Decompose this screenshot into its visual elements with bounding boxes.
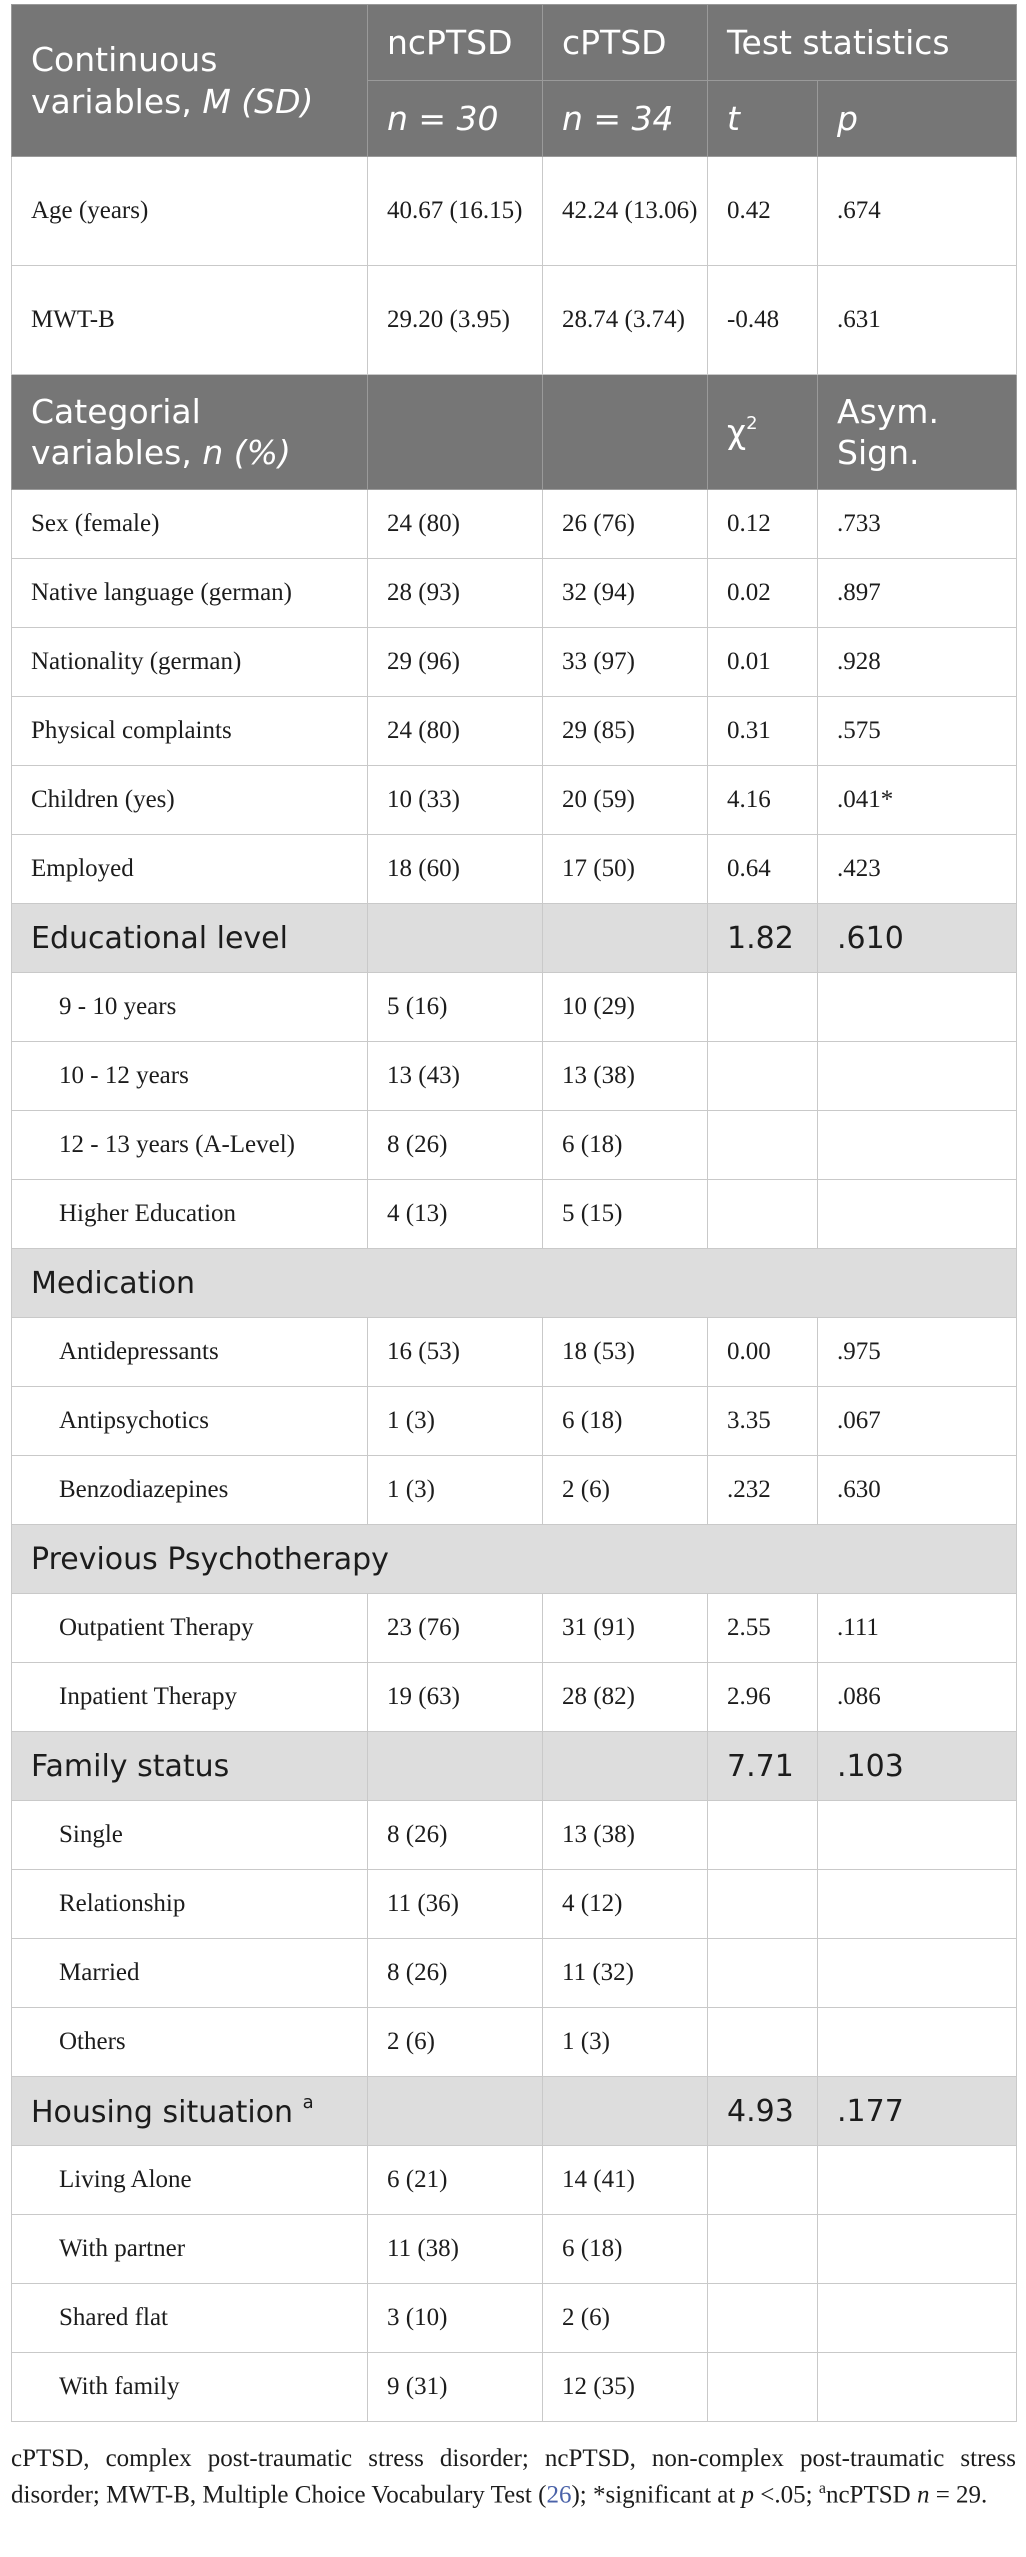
- p-value: .928: [818, 628, 1017, 697]
- stat-value: 2.55: [708, 1594, 818, 1663]
- table-row: [12, 1594, 1017, 1663]
- row-label: Sex (female): [12, 490, 368, 559]
- cptsd-value: 20 (59): [543, 766, 708, 835]
- stat-value: 0.31: [708, 697, 818, 766]
- header-chi-square: $\chi^2$: [708, 375, 818, 490]
- cptsd-value: 42.24 (13.06): [543, 157, 708, 266]
- p-value: [818, 973, 1017, 1042]
- section-educational-level: [12, 904, 1017, 973]
- p-value: [818, 2215, 1017, 2284]
- stat-value: [708, 1042, 818, 1111]
- cptsd-value: 28.74 (3.74): [543, 266, 708, 375]
- cptsd-value: 12 (35): [543, 2353, 708, 2422]
- table-row: [12, 1456, 1017, 1525]
- header-categorial: Categorial variables, n (%): [12, 375, 368, 490]
- ncptsd-value: 29 (96): [368, 628, 543, 697]
- table-row: [12, 1387, 1017, 1456]
- section-previous-psychotherapy: [12, 1525, 1017, 1594]
- ncptsd-value: 3 (10): [368, 2284, 543, 2353]
- section-educational-level-stat: 1.82: [708, 904, 818, 973]
- section-family-status-stat: 7.71: [708, 1732, 818, 1801]
- row-label: Outpatient Therapy: [12, 1594, 368, 1663]
- cptsd-value: 6 (18): [543, 1387, 708, 1456]
- row-label: Inpatient Therapy: [12, 1663, 368, 1732]
- section-previous-psychotherapy-title: Previous Psychotherapy: [12, 1525, 1017, 1594]
- table-row: [12, 766, 1017, 835]
- section-medication: [12, 1249, 1017, 1318]
- categorial-header-row: [12, 375, 1017, 490]
- row-label: With family: [12, 2353, 368, 2422]
- p-value: .067: [818, 1387, 1017, 1456]
- p-value: .423: [818, 835, 1017, 904]
- ncptsd-value: 6 (21): [368, 2146, 543, 2215]
- cptsd-value: 4 (12): [543, 1870, 708, 1939]
- ncptsd-value: 24 (80): [368, 697, 543, 766]
- stat-value: [708, 1870, 818, 1939]
- row-label: Physical complaints: [12, 697, 368, 766]
- empty-cell: [543, 2077, 708, 2146]
- stat-value: [708, 2146, 818, 2215]
- ncptsd-value: 8 (26): [368, 1111, 543, 1180]
- stat-value: 4.16: [708, 766, 818, 835]
- p-value: [818, 1180, 1017, 1249]
- table-row: [12, 559, 1017, 628]
- stat-value: [708, 2353, 818, 2422]
- empty-cell: [368, 2077, 543, 2146]
- stat-value: 0.00: [708, 1318, 818, 1387]
- stat-value: [708, 2215, 818, 2284]
- header-n-ncptsd: n = 30: [368, 81, 543, 157]
- table-row: [12, 1042, 1017, 1111]
- stat-value: 0.12: [708, 490, 818, 559]
- table-row: [12, 1663, 1017, 1732]
- cptsd-value: 1 (3): [543, 2008, 708, 2077]
- stat-value: 0.02: [708, 559, 818, 628]
- table-row: [12, 1318, 1017, 1387]
- p-value: [818, 2008, 1017, 2077]
- row-label: With partner: [12, 2215, 368, 2284]
- section-housing-situation: [12, 2077, 1017, 2146]
- ncptsd-value: 9 (31): [368, 2353, 543, 2422]
- table-row: [12, 973, 1017, 1042]
- ncptsd-value: 1 (3): [368, 1456, 543, 1525]
- stat-value: 2.96: [708, 1663, 818, 1732]
- cptsd-value: 29 (85): [543, 697, 708, 766]
- ncptsd-value: 23 (76): [368, 1594, 543, 1663]
- section-housing-situation-title: Housing situation $^a$: [12, 2077, 368, 2146]
- table-row: [12, 2353, 1017, 2422]
- row-label: 9 - 10 years: [12, 973, 368, 1042]
- stat-value: 0.01: [708, 628, 818, 697]
- table-row: [12, 490, 1017, 559]
- stat-value: [708, 1111, 818, 1180]
- row-label: MWT-B: [12, 266, 368, 375]
- empty-cell: [368, 904, 543, 973]
- table-row: [12, 2284, 1017, 2353]
- header-cptsd: cPTSD: [543, 5, 708, 81]
- row-label: Single: [12, 1801, 368, 1870]
- header-p: p: [818, 81, 1017, 157]
- cptsd-value: 6 (18): [543, 2215, 708, 2284]
- p-value: .897: [818, 559, 1017, 628]
- ncptsd-value: 19 (63): [368, 1663, 543, 1732]
- row-label: Antipsychotics: [12, 1387, 368, 1456]
- ncptsd-value: 40.67 (16.15): [368, 157, 543, 266]
- p-value: [818, 1801, 1017, 1870]
- header-ncptsd: ncPTSD: [368, 5, 543, 81]
- p-value: .111: [818, 1594, 1017, 1663]
- cptsd-value: 32 (94): [543, 559, 708, 628]
- ncptsd-value: 4 (13): [368, 1180, 543, 1249]
- ncptsd-value: 29.20 (3.95): [368, 266, 543, 375]
- cptsd-value: 14 (41): [543, 2146, 708, 2215]
- table-row: [12, 1180, 1017, 1249]
- p-value: [818, 2353, 1017, 2422]
- row-label: Higher Education: [12, 1180, 368, 1249]
- ncptsd-value: 16 (53): [368, 1318, 543, 1387]
- stat-value: -0.48: [708, 266, 818, 375]
- table-container: [11, 4, 1016, 2422]
- row-label: Shared flat: [12, 2284, 368, 2353]
- stat-value: 0.64: [708, 835, 818, 904]
- table-row: [12, 1939, 1017, 2008]
- table-row: [12, 697, 1017, 766]
- ncptsd-value: 8 (26): [368, 1801, 543, 1870]
- p-value: .975: [818, 1318, 1017, 1387]
- row-label: Benzodiazepines: [12, 1456, 368, 1525]
- table-row: [12, 628, 1017, 697]
- p-value: [818, 1870, 1017, 1939]
- row-label: Nationality (german): [12, 628, 368, 697]
- cptsd-value: 11 (32): [543, 1939, 708, 2008]
- section-educational-level-title: Educational level: [12, 904, 368, 973]
- cptsd-value: 13 (38): [543, 1801, 708, 1870]
- section-medication-title: Medication: [12, 1249, 1017, 1318]
- ncptsd-value: 11 (38): [368, 2215, 543, 2284]
- stat-value: .232: [708, 1456, 818, 1525]
- section-family-status-p: .103: [818, 1732, 1017, 1801]
- cptsd-value: 2 (6): [543, 2284, 708, 2353]
- demographics-table: [11, 4, 1017, 2422]
- section-family-status: [12, 1732, 1017, 1801]
- stat-value: 3.35: [708, 1387, 818, 1456]
- reference-link[interactable]: 26: [546, 2481, 572, 2509]
- table-row: [12, 2008, 1017, 2077]
- table-row: [12, 2215, 1017, 2284]
- row-label: Antidepressants: [12, 1318, 368, 1387]
- stat-value: [708, 2284, 818, 2353]
- p-value: [818, 2284, 1017, 2353]
- ncptsd-value: 1 (3): [368, 1387, 543, 1456]
- header-test-statistics: Test statistics: [708, 5, 1017, 81]
- table-row: [12, 1870, 1017, 1939]
- empty-cell: [543, 1732, 708, 1801]
- cptsd-value: 13 (38): [543, 1042, 708, 1111]
- ncptsd-value: 24 (80): [368, 490, 543, 559]
- row-label: 10 - 12 years: [12, 1042, 368, 1111]
- ncptsd-value: 28 (93): [368, 559, 543, 628]
- table-row: [12, 266, 1017, 375]
- p-value: [818, 2146, 1017, 2215]
- row-label: Living Alone: [12, 2146, 368, 2215]
- table-row: [12, 835, 1017, 904]
- table-row: [12, 1111, 1017, 1180]
- header-row: [12, 5, 1017, 81]
- row-label: Relationship: [12, 1870, 368, 1939]
- cptsd-value: 10 (29): [543, 973, 708, 1042]
- p-value: [818, 1042, 1017, 1111]
- cptsd-value: 2 (6): [543, 1456, 708, 1525]
- empty-cell: [368, 1732, 543, 1801]
- section-housing-situation-stat: 4.93: [708, 2077, 818, 2146]
- cptsd-value: 26 (76): [543, 490, 708, 559]
- ncptsd-value: 8 (26): [368, 1939, 543, 2008]
- p-value: .674: [818, 157, 1017, 266]
- p-value: .086: [818, 1663, 1017, 1732]
- cptsd-value: 28 (82): [543, 1663, 708, 1732]
- header-continuous: Continuous variables, M (SD): [12, 5, 368, 157]
- header-n-cptsd: n = 34: [543, 81, 708, 157]
- header-t: t: [708, 81, 818, 157]
- row-label: 12 - 13 years (A-Level): [12, 1111, 368, 1180]
- section-housing-situation-p: .177: [818, 2077, 1017, 2146]
- stat-value: 0.42: [708, 157, 818, 266]
- ncptsd-value: 10 (33): [368, 766, 543, 835]
- ncptsd-value: 5 (16): [368, 973, 543, 1042]
- section-family-status-title: Family status: [12, 1732, 368, 1801]
- cptsd-value: 33 (97): [543, 628, 708, 697]
- empty-cell: [543, 375, 708, 490]
- empty-cell: [543, 904, 708, 973]
- row-label: Age (years): [12, 157, 368, 266]
- cptsd-value: 6 (18): [543, 1111, 708, 1180]
- stat-value: [708, 1801, 818, 1870]
- p-value: .041*: [818, 766, 1017, 835]
- table-footnote: cPTSD, complex post-traumatic stress disorder; ncPTSD, non-complex post-traumatic stress disorder; MWT-B, Multiple Choice Vocabulary Test (26); *significant at p <.05; $^a$ncPTSD n = 29.: [11, 2445, 1016, 2509]
- header-asym-sign: Asym. Sign.: [818, 375, 1017, 490]
- table-row: [12, 2146, 1017, 2215]
- cptsd-value: 18 (53): [543, 1318, 708, 1387]
- p-value: .630: [818, 1456, 1017, 1525]
- row-label: Married: [12, 1939, 368, 2008]
- ncptsd-value: 2 (6): [368, 2008, 543, 2077]
- p-value: .631: [818, 266, 1017, 375]
- ncptsd-value: 13 (43): [368, 1042, 543, 1111]
- stat-value: [708, 973, 818, 1042]
- row-label: Others: [12, 2008, 368, 2077]
- table-row: [12, 1801, 1017, 1870]
- p-value: .575: [818, 697, 1017, 766]
- stat-value: [708, 1939, 818, 2008]
- p-value: .733: [818, 490, 1017, 559]
- row-label: Employed: [12, 835, 368, 904]
- ncptsd-value: 18 (60): [368, 835, 543, 904]
- p-value: [818, 1111, 1017, 1180]
- row-label: Native language (german): [12, 559, 368, 628]
- section-educational-level-p: .610: [818, 904, 1017, 973]
- stat-value: [708, 1180, 818, 1249]
- p-value: [818, 1939, 1017, 2008]
- empty-cell: [368, 375, 543, 490]
- row-label: Children (yes): [12, 766, 368, 835]
- cptsd-value: 17 (50): [543, 835, 708, 904]
- cptsd-value: 5 (15): [543, 1180, 708, 1249]
- stat-value: [708, 2008, 818, 2077]
- table-row: [12, 157, 1017, 266]
- cptsd-value: 31 (91): [543, 1594, 708, 1663]
- ncptsd-value: 11 (36): [368, 1870, 543, 1939]
